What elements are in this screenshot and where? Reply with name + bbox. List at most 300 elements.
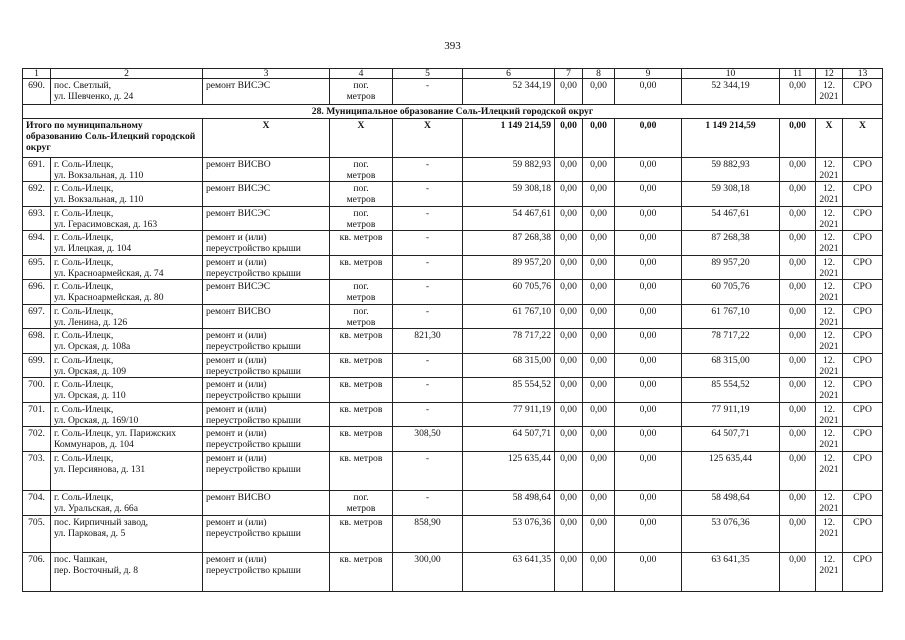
cost-total — [463, 427, 555, 452]
completion-date — [816, 329, 843, 354]
total-row — [23, 119, 883, 158]
row-number-line: 696. — [28, 281, 45, 292]
completion-date — [816, 354, 843, 378]
col8-value — [583, 553, 615, 592]
col11-value — [780, 516, 816, 553]
table-row — [23, 427, 883, 452]
completion-date — [816, 403, 843, 427]
unit-line: метров — [346, 219, 376, 230]
method — [843, 256, 883, 280]
completion-date-line: 12. — [823, 80, 835, 91]
col10-value-line: 63 641,35 — [711, 554, 750, 565]
completion-date-line: 12. — [823, 428, 835, 439]
quantity — [393, 516, 463, 553]
cost-total — [463, 182, 555, 207]
work-type — [203, 378, 330, 403]
work-type-line: переустройство крыши — [206, 366, 301, 377]
unit — [330, 305, 393, 329]
unit — [330, 452, 393, 491]
col11-value — [780, 158, 816, 182]
col7-value — [555, 516, 583, 553]
work-type-line: ремонт и (или) — [206, 517, 267, 528]
col7-value — [555, 231, 583, 256]
work-type-line: ремонт ВИСВО — [206, 492, 271, 503]
table-row — [23, 491, 883, 516]
quantity — [393, 158, 463, 182]
col7-value-line: 0,00 — [560, 554, 577, 565]
col9-value — [615, 491, 682, 516]
col10-value-line: 52 344,19 — [711, 80, 750, 91]
table-row — [23, 158, 883, 182]
col9-value — [615, 452, 682, 491]
col9-value — [615, 516, 682, 553]
col8-value-line: 0,00 — [590, 80, 607, 91]
unit-line: метров — [346, 170, 376, 181]
method — [843, 158, 883, 182]
row-number-line: 704. — [28, 492, 45, 503]
col9-value-line: 0,00 — [639, 554, 657, 565]
col10-value — [682, 378, 780, 403]
completion-date-line: 12. — [823, 492, 835, 503]
col10-value-line: 125 635,44 — [708, 453, 753, 464]
col7-value — [555, 452, 583, 491]
col9-value-line: 0,00 — [639, 330, 657, 341]
col7-value-line: 0,00 — [560, 492, 577, 503]
table-row — [23, 329, 883, 354]
completion-date — [816, 491, 843, 516]
total-label: Итого по муниципальному образованию Соль-Илецкий городской округ — [23, 119, 203, 158]
column-number: 13 — [843, 69, 883, 79]
col7-value — [555, 403, 583, 427]
col8-value — [583, 491, 615, 516]
method — [843, 452, 883, 491]
unit — [330, 427, 393, 452]
col8-value — [583, 231, 615, 256]
col9-value — [615, 158, 682, 182]
quantity — [393, 354, 463, 378]
completion-date-line: 2021 — [819, 91, 839, 102]
cost-total-line: 61 767,10 — [512, 306, 551, 317]
row-number — [23, 182, 51, 207]
quantity — [393, 207, 463, 231]
address-line: ул. Красноармейская, д. 74 — [54, 268, 164, 279]
col7-value — [555, 329, 583, 354]
col11-value — [780, 354, 816, 378]
col10-value — [682, 79, 780, 105]
quantity-line: 308,50 — [414, 428, 441, 439]
method-line: СРО — [853, 330, 872, 341]
address — [51, 403, 203, 427]
completion-date — [816, 79, 843, 105]
col8-value-line: 0,00 — [590, 355, 607, 366]
cost-total — [463, 403, 555, 427]
col10-value-line: 77 911,19 — [711, 404, 750, 415]
address — [51, 378, 203, 403]
unit — [330, 491, 393, 516]
address-line: пер. Восточный, д. 8 — [54, 565, 139, 576]
address-line: ул. Шевченко, д. 24 — [54, 91, 134, 102]
unit-line: пог. — [353, 306, 369, 317]
cost-total-line: 59 308,18 — [512, 183, 551, 194]
cost-total-line: 87 268,38 — [512, 232, 551, 243]
cost-total-line: 52 344,19 — [512, 80, 551, 91]
table-row — [23, 553, 883, 592]
unit — [330, 516, 393, 553]
completion-date — [816, 427, 843, 452]
address — [51, 79, 203, 105]
col8-value-line: 0,00 — [590, 306, 607, 317]
work-type — [203, 553, 330, 592]
col10-value — [682, 354, 780, 378]
method — [843, 231, 883, 256]
address — [51, 329, 203, 354]
col9-value — [615, 280, 682, 305]
col9-value — [615, 329, 682, 354]
total-c8: 0,00 — [583, 119, 615, 158]
col9-value — [615, 427, 682, 452]
column-number: 10 — [682, 69, 780, 79]
cost-total — [463, 329, 555, 354]
col9-value — [615, 378, 682, 403]
quantity — [393, 256, 463, 280]
work-type-line: ремонт ВИСВО — [206, 306, 271, 317]
unit-line: метров — [346, 194, 376, 205]
quantity-line: - — [425, 159, 430, 170]
capital-repair-table — [22, 68, 883, 592]
completion-date — [816, 182, 843, 207]
col11-value-line: 0,00 — [789, 355, 806, 366]
work-type-line: ремонт и (или) — [206, 232, 267, 243]
row-number — [23, 427, 51, 452]
row-number-line: 693. — [28, 208, 45, 219]
row-number-line: 706. — [28, 554, 45, 565]
col9-value — [615, 207, 682, 231]
quantity-line: 300,00 — [414, 554, 441, 565]
work-type — [203, 403, 330, 427]
table-row — [23, 231, 883, 256]
address-line: г. Соль-Илецк, — [54, 306, 114, 317]
cost-total — [463, 305, 555, 329]
quantity-line: - — [425, 306, 430, 317]
completion-date — [816, 256, 843, 280]
total-c13: Х — [843, 119, 883, 158]
col11-value — [780, 553, 816, 592]
col11-value-line: 0,00 — [789, 517, 806, 528]
address — [51, 182, 203, 207]
completion-date-line: 2021 — [819, 170, 839, 181]
work-type — [203, 354, 330, 378]
col7-value — [555, 354, 583, 378]
col7-value — [555, 305, 583, 329]
unit — [330, 231, 393, 256]
method — [843, 79, 883, 105]
col10-value — [682, 329, 780, 354]
col11-value-line: 0,00 — [789, 281, 806, 292]
col10-value-line: 59 308,18 — [711, 183, 750, 194]
col7-value-line: 0,00 — [560, 428, 577, 439]
col10-value-line: 61 767,10 — [711, 306, 750, 317]
address-line: г. Соль-Илецк, — [54, 232, 114, 243]
address-line: г. Соль-Илецк, — [54, 183, 114, 194]
col7-value-line: 0,00 — [560, 159, 577, 170]
quantity — [393, 427, 463, 452]
column-number: 5 — [393, 69, 463, 79]
address — [51, 231, 203, 256]
address — [51, 427, 203, 452]
col7-value-line: 0,00 — [560, 257, 577, 268]
cost-total-line: 77 911,19 — [512, 404, 551, 415]
cost-total-line: 58 498,64 — [512, 492, 551, 503]
quantity — [393, 182, 463, 207]
work-type-line: ремонт и (или) — [206, 355, 267, 366]
col10-value — [682, 516, 780, 553]
address-line: г. Соль-Илецк, — [54, 159, 114, 170]
col8-value — [583, 403, 615, 427]
col8-value — [583, 452, 615, 491]
cost-total — [463, 231, 555, 256]
unit — [330, 403, 393, 427]
cost-total — [463, 79, 555, 105]
col10-value — [682, 553, 780, 592]
address-line: г. Соль-Илецк, — [54, 453, 114, 464]
completion-date-line: 2021 — [819, 219, 839, 230]
address-line: г. Соль-Илецк, — [54, 404, 114, 415]
col9-value-line: 0,00 — [639, 183, 657, 194]
col10-value-line: 54 467,61 — [711, 208, 750, 219]
cost-total-line: 53 076,36 — [512, 517, 551, 528]
address — [51, 553, 203, 592]
table-row — [23, 378, 883, 403]
quantity-line: 858,90 — [414, 517, 441, 528]
address-line: г. Соль-Илецк, — [54, 208, 114, 219]
unit — [330, 329, 393, 354]
col9-value-line: 0,00 — [639, 492, 657, 503]
address-line: ул. Орская, д. 109 — [54, 366, 126, 377]
completion-date-line: 12. — [823, 183, 835, 194]
col9-value-line: 0,00 — [639, 257, 657, 268]
row-number — [23, 158, 51, 182]
col9-value — [615, 403, 682, 427]
col7-value-line: 0,00 — [560, 379, 577, 390]
work-type-line: переустройство крыши — [206, 464, 301, 475]
column-number: 11 — [780, 69, 816, 79]
completion-date-line: 12. — [823, 355, 835, 366]
col11-value — [780, 207, 816, 231]
unit — [330, 280, 393, 305]
col10-value-line: 87 268,38 — [711, 232, 750, 243]
method — [843, 305, 883, 329]
address-line: ул. Вокзальная, д. 110 — [54, 170, 144, 181]
column-number: 4 — [330, 69, 393, 79]
col11-value-line: 0,00 — [789, 330, 806, 341]
total-c11: 0,00 — [780, 119, 816, 158]
col7-value — [555, 158, 583, 182]
col8-value — [583, 280, 615, 305]
section-title: 28. Муниципальное образование Соль-Илецкий городской округ — [23, 105, 883, 119]
completion-date-line: 2021 — [819, 528, 839, 539]
col10-value-line: 53 076,36 — [711, 517, 750, 528]
column-number: 9 — [615, 69, 682, 79]
method-line: СРО — [853, 159, 872, 170]
table-row — [23, 207, 883, 231]
completion-date-line: 12. — [823, 257, 835, 268]
row-number — [23, 280, 51, 305]
address-line: ул. Ленина, д. 126 — [54, 317, 128, 328]
col11-value-line: 0,00 — [789, 183, 806, 194]
work-type — [203, 158, 330, 182]
col7-value — [555, 280, 583, 305]
completion-date — [816, 207, 843, 231]
quantity — [393, 329, 463, 354]
unit-line: пог. — [353, 159, 369, 170]
work-type-line: ремонт ВИСЭС — [206, 281, 271, 292]
quantity-line: - — [425, 80, 430, 91]
col7-value-line: 0,00 — [560, 281, 577, 292]
col7-value-line: 0,00 — [560, 355, 577, 366]
method-line: СРО — [853, 183, 872, 194]
col9-value-line: 0,00 — [639, 355, 657, 366]
col10-value — [682, 280, 780, 305]
completion-date-line: 12. — [823, 159, 835, 170]
completion-date-line: 12. — [823, 554, 835, 565]
row-number-line: 698. — [28, 330, 45, 341]
column-number: 6 — [463, 69, 555, 79]
col10-value-line: 59 882,93 — [711, 159, 750, 170]
col10-value — [682, 305, 780, 329]
col10-value — [682, 256, 780, 280]
completion-date-line: 12. — [823, 379, 835, 390]
page-number: 393 — [444, 40, 461, 52]
quantity-line: - — [425, 492, 430, 503]
col8-value-line: 0,00 — [590, 159, 607, 170]
completion-date-line: 2021 — [819, 243, 839, 254]
unit-line: пог. — [353, 208, 369, 219]
completion-date-line: 12. — [823, 330, 835, 341]
total-cost: 1 149 214,59 — [463, 119, 555, 158]
work-type-line: ремонт ВИСВО — [206, 159, 271, 170]
work-type-line: переустройство крыши — [206, 390, 301, 401]
col7-value — [555, 182, 583, 207]
address-line: г. Соль-Илецк, — [54, 330, 114, 341]
unit-line: кв. метров — [339, 257, 383, 268]
table-row — [23, 305, 883, 329]
col9-value-line: 0,00 — [639, 404, 657, 415]
work-type-line: переустройство крыши — [206, 268, 301, 279]
col10-value — [682, 427, 780, 452]
col11-value-line: 0,00 — [789, 232, 806, 243]
method — [843, 207, 883, 231]
quantity-line: - — [425, 453, 430, 464]
work-type-line: ремонт ВИСЭС — [206, 208, 271, 219]
column-number: 7 — [555, 69, 583, 79]
quantity-line: - — [425, 281, 430, 292]
col9-value-line: 0,00 — [639, 159, 657, 170]
row-number-line: 690. — [28, 80, 45, 91]
completion-date-line: 2021 — [819, 415, 839, 426]
col8-value-line: 0,00 — [590, 183, 607, 194]
completion-date — [816, 553, 843, 592]
unit-line: метров — [346, 91, 376, 102]
row-number-line: 701. — [28, 404, 45, 415]
cost-total — [463, 354, 555, 378]
address-line: ул. Орская, д. 169/10 — [54, 415, 139, 426]
completion-date — [816, 516, 843, 553]
completion-date-line: 2021 — [819, 503, 839, 514]
row-number-line: 703. — [28, 453, 45, 464]
row-number-line: 691. — [28, 159, 45, 170]
method-line: СРО — [853, 428, 872, 439]
col9-value-line: 0,00 — [639, 232, 657, 243]
unit — [330, 182, 393, 207]
col9-value-line: 0,00 — [639, 379, 657, 390]
col8-value-line: 0,00 — [590, 379, 607, 390]
table-row — [23, 182, 883, 207]
unit-line: кв. метров — [339, 330, 383, 341]
col11-value — [780, 182, 816, 207]
col8-value-line: 0,00 — [590, 208, 607, 219]
address-line: Коммунаров, д. 104 — [54, 439, 134, 450]
work-type-line: ремонт и (или) — [206, 453, 267, 464]
quantity — [393, 231, 463, 256]
method-line: СРО — [853, 404, 872, 415]
col9-value — [615, 553, 682, 592]
total-c12: Х — [816, 119, 843, 158]
unit-line: кв. метров — [339, 355, 383, 366]
row-number — [23, 256, 51, 280]
col8-value — [583, 79, 615, 105]
quantity-line: - — [425, 232, 430, 243]
address-line: ул. Орская, д. 110 — [54, 390, 126, 401]
cost-total-line: 63 641,35 — [512, 554, 551, 565]
table-row — [23, 280, 883, 305]
column-number: 8 — [583, 69, 615, 79]
cost-total — [463, 280, 555, 305]
col11-value-line: 0,00 — [789, 306, 806, 317]
col8-value-line: 0,00 — [590, 453, 607, 464]
address-line: ул. Герасимовская, д. 163 — [54, 219, 158, 230]
completion-date-line: 12. — [823, 404, 835, 415]
address-line: г. Соль-Илецк, ул. Парижских — [54, 428, 177, 439]
table-row — [23, 403, 883, 427]
col11-value — [780, 452, 816, 491]
completion-date-line: 12. — [823, 517, 835, 528]
total-c10: 1 149 214,59 — [682, 119, 780, 158]
col9-value — [615, 256, 682, 280]
row-number — [23, 305, 51, 329]
method — [843, 329, 883, 354]
cost-total — [463, 158, 555, 182]
method-line: СРО — [853, 517, 872, 528]
row-number — [23, 553, 51, 592]
completion-date-line: 2021 — [819, 565, 839, 576]
total-c4: Х — [330, 119, 393, 158]
work-type — [203, 256, 330, 280]
unit — [330, 354, 393, 378]
completion-date-line: 12. — [823, 281, 835, 292]
col10-value-line: 78 717,22 — [711, 330, 750, 341]
col10-value — [682, 491, 780, 516]
col11-value — [780, 79, 816, 105]
unit-line: кв. метров — [339, 517, 383, 528]
address — [51, 280, 203, 305]
quantity-line: - — [425, 379, 430, 390]
address-line: пос. Кирпичный завод, — [54, 517, 149, 528]
method-line: СРО — [853, 257, 872, 268]
row-number — [23, 516, 51, 553]
col8-value — [583, 158, 615, 182]
cost-total-line: 54 467,61 — [512, 208, 551, 219]
row-number-line: 700. — [28, 379, 45, 390]
